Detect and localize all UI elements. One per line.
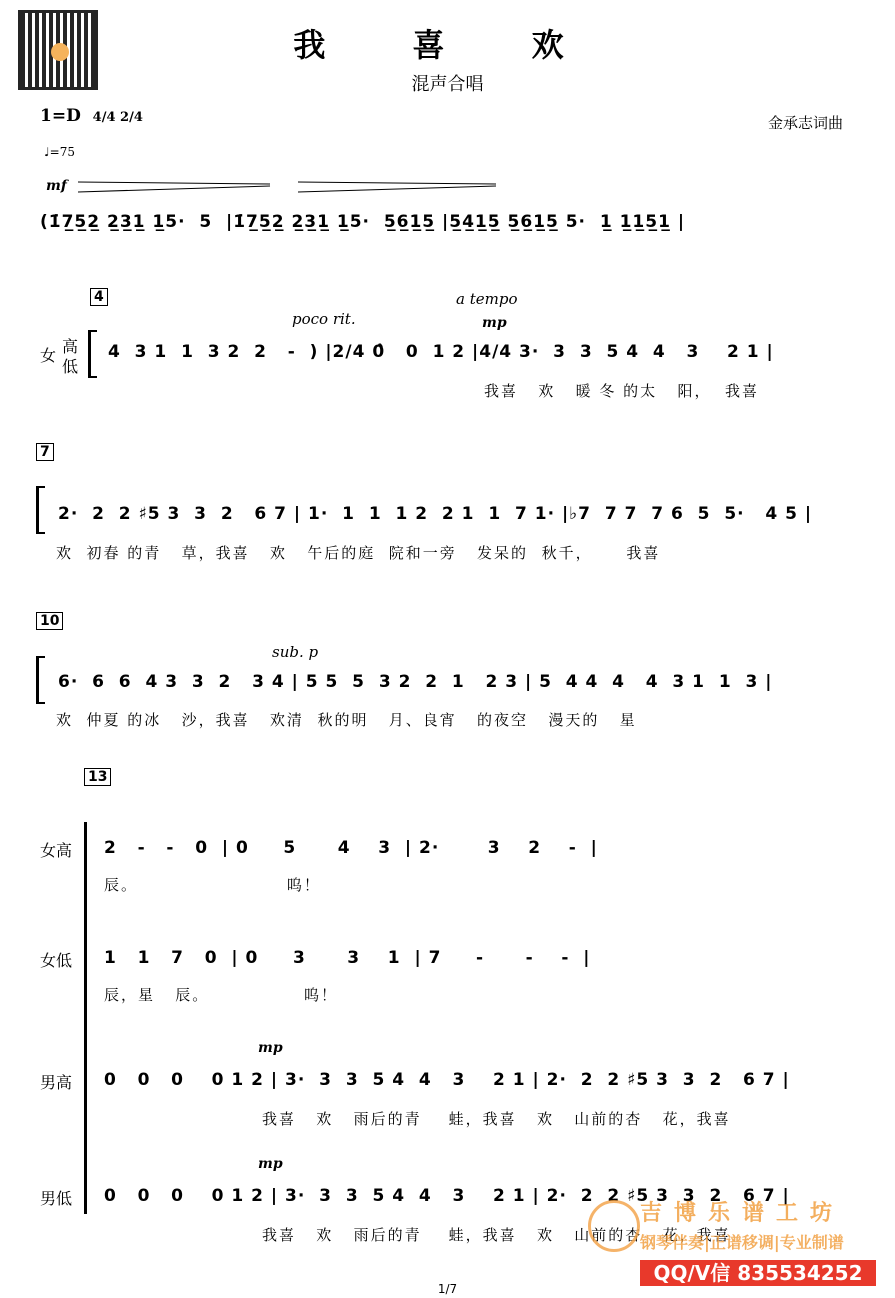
row2-brace — [88, 330, 97, 378]
poco-rit-marking: poco rit. — [292, 310, 356, 328]
label-nv: 女 — [40, 346, 57, 365]
soprano-notes: 2 - - 0 | 0 5 4 3 | 2· 3 2 - | — [104, 838, 598, 858]
label-gao: 高 — [62, 337, 79, 356]
part-label-bass: 男低 — [40, 1189, 73, 1208]
bass-lyrics: 我喜 欢 雨后的青 蛙，我喜 欢 山前的杏 花，我喜 — [262, 1226, 731, 1244]
measure-number-13: 13 — [84, 768, 111, 786]
key-signature: 1=D 4/4 2/4 — [40, 106, 143, 126]
bass-dynamic: mp — [258, 1156, 283, 1172]
intro-dynamic: mf — [46, 178, 67, 194]
bass-notes: 0 0 0 0 1 2 | 3· 3 3 5 4 4 3 2 1 | 2· 2 2 ♯5 3 3 2 6 7 | — [104, 1186, 790, 1206]
row4-lyrics: 欢 仲夏 的冰 沙，我喜 欢清 秋的明 月、良宵 的夜空 漫天的 星 — [56, 711, 637, 729]
measure-number-10: 10 — [36, 612, 63, 630]
part-label-soprano: 女高 — [40, 841, 73, 860]
sub-p-marking: sub. p — [272, 643, 319, 661]
composer-credit: 金承志词曲 — [768, 114, 844, 132]
row2-dynamic: mp — [482, 315, 507, 331]
alto-lyrics: 辰，星 辰。 呜！ — [104, 986, 339, 1004]
watermark-name: 吉博乐谱工坊 — [640, 1201, 845, 1226]
page-number: 1/7 — [437, 1282, 458, 1296]
tenor-notes: 0 0 0 0 1 2 | 3· 3 3 5 4 4 3 2 1 | 2· 2 2 ♯5 3 3 2 6 7 | — [104, 1070, 790, 1090]
measure-number-7: 7 — [36, 443, 54, 461]
watermark-contact: QQ/V信 835534252 — [640, 1260, 876, 1286]
row3-brace — [36, 486, 45, 534]
song-title: 我 喜 欢 — [293, 26, 602, 64]
intro-notes: (1̇7̲5̲2̲ 2̲3̲1̲ 1̲5· 5 |1̇7̲5̲2̲ 2̲3̲1̲ 1̲5· 5̲6̲1̲5̲ |5̲4̲1̲5̲ 5̲6̲1̲5̲ 5· 1̲ 1̲1̲5̲1̲ | — [40, 212, 686, 232]
row4-brace — [36, 656, 45, 704]
row4-notes: 6· 6 6 4 3 3 2 3 4 | 5 5 5 3 2 2 1 2 3 | 5 4 4 4 4 3 1 1 3 | — [58, 672, 773, 692]
row2-notes: 4 3 1 1 3 2 2 - ) |2/4 0̂ 0 1 2 |4/4 3· 3 3 5 4 4 3 2 1 | — [108, 342, 774, 362]
soprano-lyrics: 辰。 呜！ — [104, 876, 321, 894]
watermark-logo-icon — [588, 1200, 640, 1252]
song-subtitle: 混声合唱 — [411, 74, 484, 95]
measure-number-4: 4 — [90, 288, 108, 306]
tenor-lyrics: 我喜 欢 雨后的青 蛙，我喜 欢 山前的杏 花，我喜 — [262, 1110, 731, 1128]
part-label-alto: 女低 — [40, 951, 73, 970]
tenor-dynamic: mp — [258, 1040, 283, 1056]
system-bracket — [84, 822, 87, 1214]
watermark-slogan: 钢琴伴奏|正谱移调|专业制谱 — [640, 1233, 844, 1252]
part-label-tenor: 男高 — [40, 1073, 73, 1092]
row3-lyrics: 欢 初春 的青 草，我喜 欢 午后的庭 院和一旁 发呆的 秋千， 我喜 — [56, 544, 661, 562]
row2-lyrics: 我喜 欢 暖 冬 的太 阳， 我喜 — [484, 382, 759, 400]
intro-hairpins — [78, 180, 498, 194]
label-di: 低 — [62, 357, 79, 376]
alto-notes: 1 1 7 0 | 0 3 3 1 | 7 - - - | — [104, 948, 591, 968]
tempo-marking: ♩=75 — [44, 145, 75, 159]
a-tempo-marking: a tempo — [456, 290, 518, 308]
row3-notes: 2· 2 2 ♯5 3 3 2 6 7 | 1· 1 1 1 2 2 1 1 7 1· |♭7 7 7 7 6 5 5· 4 5 | — [58, 504, 813, 524]
